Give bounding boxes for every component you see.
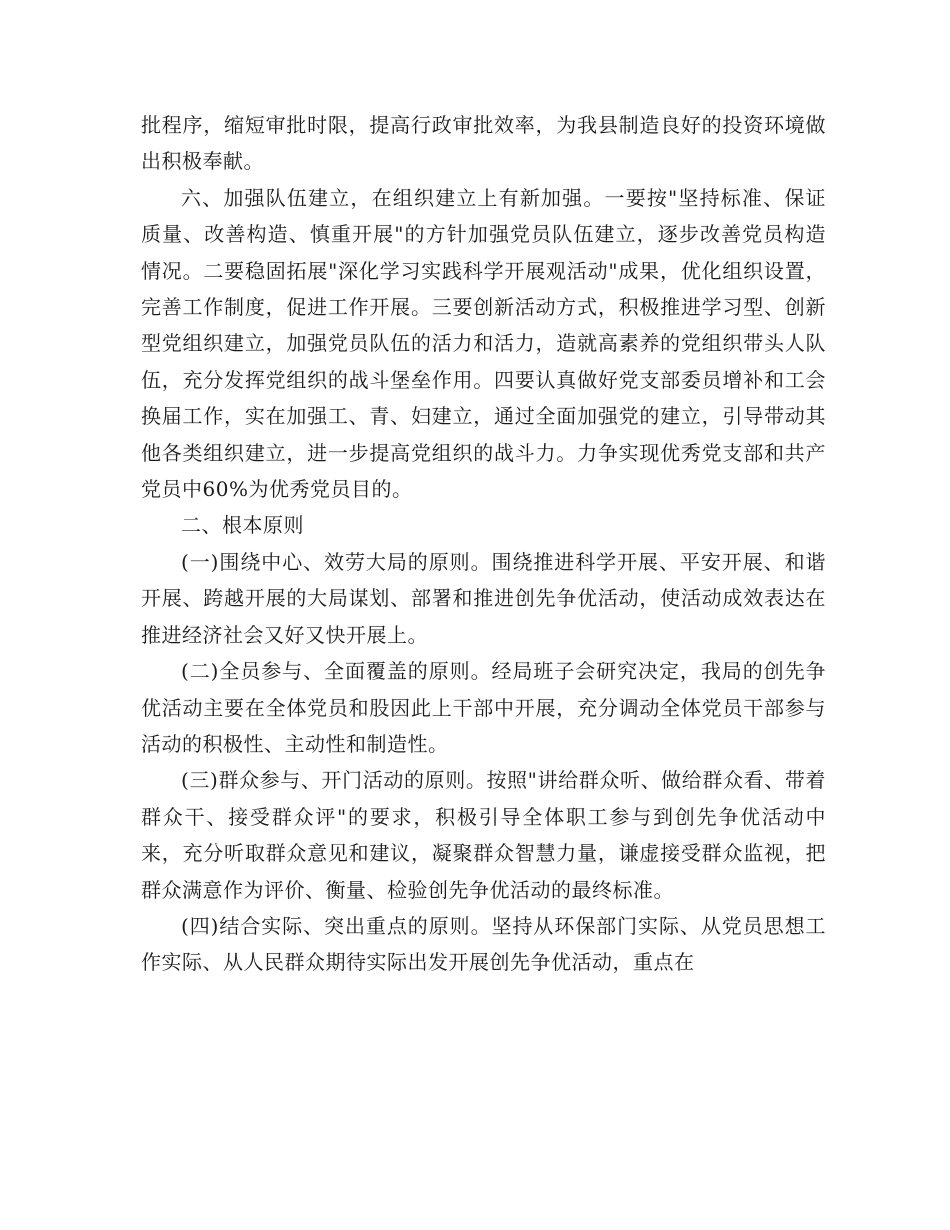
paragraph-principle-4: (四)结合实际、突出重点的原则。坚持从环保部门实际、从党员思想工作实际、从人民群众期待实际出发开展创先争优活动，重点在 <box>141 913 826 975</box>
paragraph-team-building: 六、加强队伍建立，在组织建立上有新加强。一要按"坚持标准、保证质量、改善构造、慎重开展"的方针加强党员队伍建立，逐步改善党员构造情况。二要稳固拓展"深化学习实践科学开展观活动"成果，优化组织设置，完善工作制度，促进工作开展。三要创新活动方式，积极推进学习型、创新型党组织建立，加强党员队伍的活力和活力，造就高素养的党组织带头人队伍，充分发挥党组织的战斗堡垒作用。四要认真做好党支部委员增补和工会换届工作，实在加强工、青、妇建立，通过全面加强党的建立，引导带动其他各类组织建立，进一步提高党组织的战斗力。力争实现优秀党支部和共产党员中60%为优秀党员目的。 <box>141 185 826 502</box>
section-heading-basic-principles: 二、根本原则 <box>181 513 304 538</box>
paragraph-continuation: 批程序，缩短审批时限，提高行政审批效率，为我县制造良好的投资环境做出积极奉献。 <box>141 113 826 174</box>
paragraph-principle-3: (三)群众参与、开门活动的原则。按照"讲给群众听、做给群众看、带着群众干、接受群众评"的要求，积极引导全体职工参与到创先争优活动中来，充分听取群众意见和建议，凝聚群众智慧力量，谦虚接受群众监视，把群众满意作为评价、衡量、检验创先争优活动的最终标准。 <box>141 768 826 902</box>
paragraph-principle-1: (一)围绕中心、效劳大局的原则。围绕推进科学开展、平安开展、和谐开展、跨越开展的大局谋划、部署和推进创先争优活动，使活动成效表达在推进经济社会又好又快开展上。 <box>141 549 826 647</box>
document-page <box>141 107 826 981</box>
paragraph-principle-2: (二)全员参与、全面覆盖的原则。经局班子会研究决定，我局的创先争优活动主要在全体党员和股因此上干部中开展，充分调动全体党员干部参与活动的积极性、主动性和制造性。 <box>141 659 826 756</box>
